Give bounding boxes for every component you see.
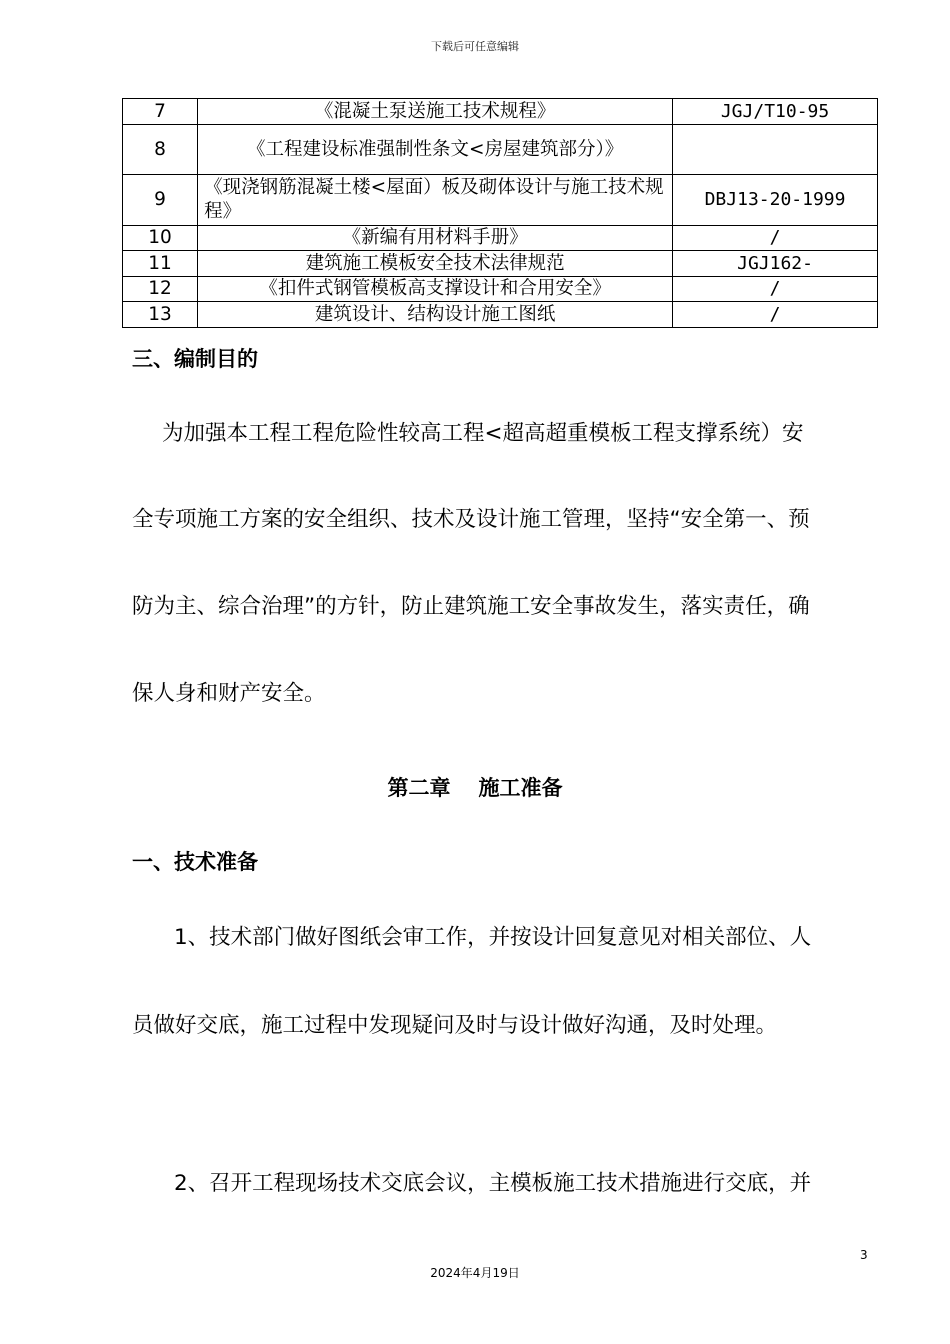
paragraph-line: 保人身和财产安全。 — [132, 681, 326, 706]
row-title: 《现浇钢筋混凝土楼<屋面）板及砌体设计与施工技术规程》 — [198, 175, 673, 226]
section-heading-tech-prep: 一、技术准备 — [132, 850, 258, 874]
table-row — [123, 251, 878, 277]
page-header: 下载后可任意编辑 — [431, 40, 519, 53]
table-row — [123, 125, 878, 175]
paragraph-line: 防为主、综合治理”的方针，防止建筑施工安全事故发生，落实责任，确 — [132, 594, 810, 619]
row-title: 建筑施工模板安全技术法律规范 — [198, 251, 673, 277]
row-number: 11 — [123, 251, 198, 277]
table-row — [123, 175, 878, 226]
paragraph-line: 1、技术部门做好图纸会审工作，并按设计回复意见对相关部位、人 — [174, 925, 812, 950]
table-row — [123, 99, 878, 125]
row-number: 12 — [123, 277, 198, 302]
section-heading-purpose: 三、编制目的 — [132, 347, 258, 371]
row-title: 《新编有用材料手册》 — [198, 226, 673, 251]
paragraph-line: 员做好交底，施工过程中发现疑问及时与设计做好沟通，及时处理。 — [132, 1013, 778, 1038]
row-number: 9 — [123, 175, 198, 226]
table-row — [123, 226, 878, 251]
row-title: 建筑设计、结构设计施工图纸 — [198, 302, 673, 328]
table-row — [123, 277, 878, 302]
chapter-number: 第二章 — [387, 776, 451, 800]
row-code: / — [673, 277, 878, 302]
row-code — [673, 125, 878, 175]
row-code: JGJ/T10-95 — [673, 99, 878, 125]
row-code: / — [673, 226, 878, 251]
row-title: 《工程建设标准强制性条文<房屋建筑部分）》 — [198, 125, 673, 175]
reference-table — [122, 98, 878, 328]
row-title: 《扣件式钢管模板高支撑设计和合用安全》 — [198, 277, 673, 302]
row-number: 13 — [123, 302, 198, 328]
paragraph-line: 为加强本工程工程危险性较高工程<超高超重模板工程支撑系统）安 — [162, 421, 804, 446]
paragraph-line: 2、召开工程现场技术交底会议，主模板施工技术措施进行交底，并 — [174, 1171, 812, 1196]
row-code: / — [673, 302, 878, 328]
row-number: 10 — [123, 226, 198, 251]
page-number: 3 — [860, 1248, 868, 1262]
paragraph-line: 全专项施工方案的安全组织、技术及设计施工管理，坚持“安全第一、预 — [132, 507, 810, 532]
chapter-title — [0, 772, 950, 802]
footer-date: 2024年4月19日 — [430, 1266, 520, 1280]
table-row — [123, 302, 878, 328]
row-title: 《混凝土泵送施工技术规程》 — [198, 99, 673, 125]
row-code: JGJ162- — [673, 251, 878, 277]
row-number: 7 — [123, 99, 198, 125]
row-code: DBJ13-20-1999 — [673, 175, 878, 226]
row-number: 8 — [123, 125, 198, 175]
chapter-name: 施工准备 — [478, 776, 563, 800]
